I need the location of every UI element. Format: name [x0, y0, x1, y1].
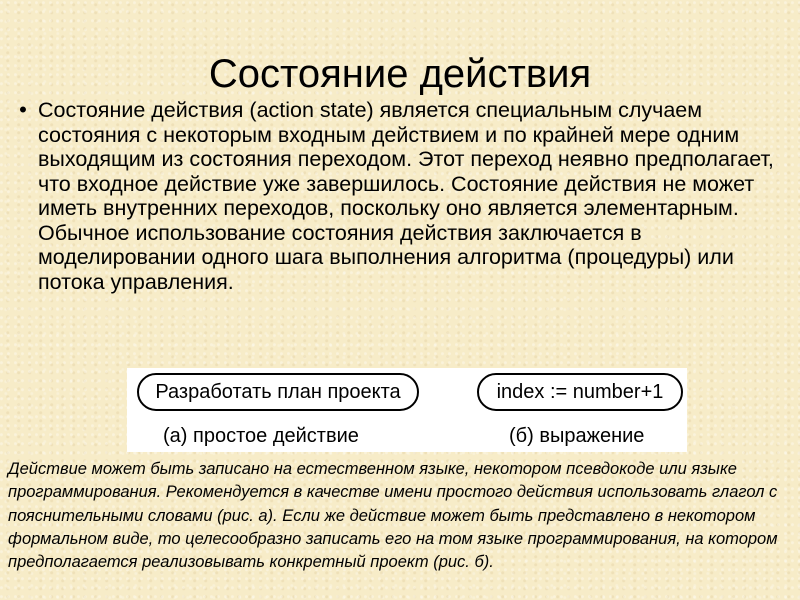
- simple-action-state: Разработать план проекта: [137, 373, 419, 411]
- bullet-dot: •: [19, 97, 27, 122]
- slide-title: Состояние действия: [208, 52, 592, 96]
- expression-action-state: index := number+1: [477, 373, 683, 411]
- action-state-figure: [127, 368, 687, 452]
- bullet-text: Состояние действия (action state) является специальным случаем состояния с некоторым входным действием и по крайней мере одним выходящим из состояния переходом. Этот переход неявно предполагает, что входное действие уже завершилось. Состояние действия не может иметь внутренних переходов, поскольку оно является элементарным. Обычное использование состояния действия заключается в моделировании одного шага выполнения алгоритма (процедуры) или потока управления.: [38, 98, 774, 294]
- expression-caption: (б) выражение: [509, 425, 645, 447]
- bullet-item: [8, 98, 778, 294]
- simple-action-caption: (а) простое действие: [163, 425, 359, 447]
- explanatory-note: Действие может быть записано на естественном языке, некотором псевдокоде или языке программирования. Рекомендуется в качестве имени простого действия использовать глагол с пояснительными словами (рис. а). Если же действие может быть представлено в некотором формальном виде, то целесообразно записать его на том языке программирования, на котором предполагается реализовывать конкретный проект (рис. б).: [8, 460, 778, 572]
